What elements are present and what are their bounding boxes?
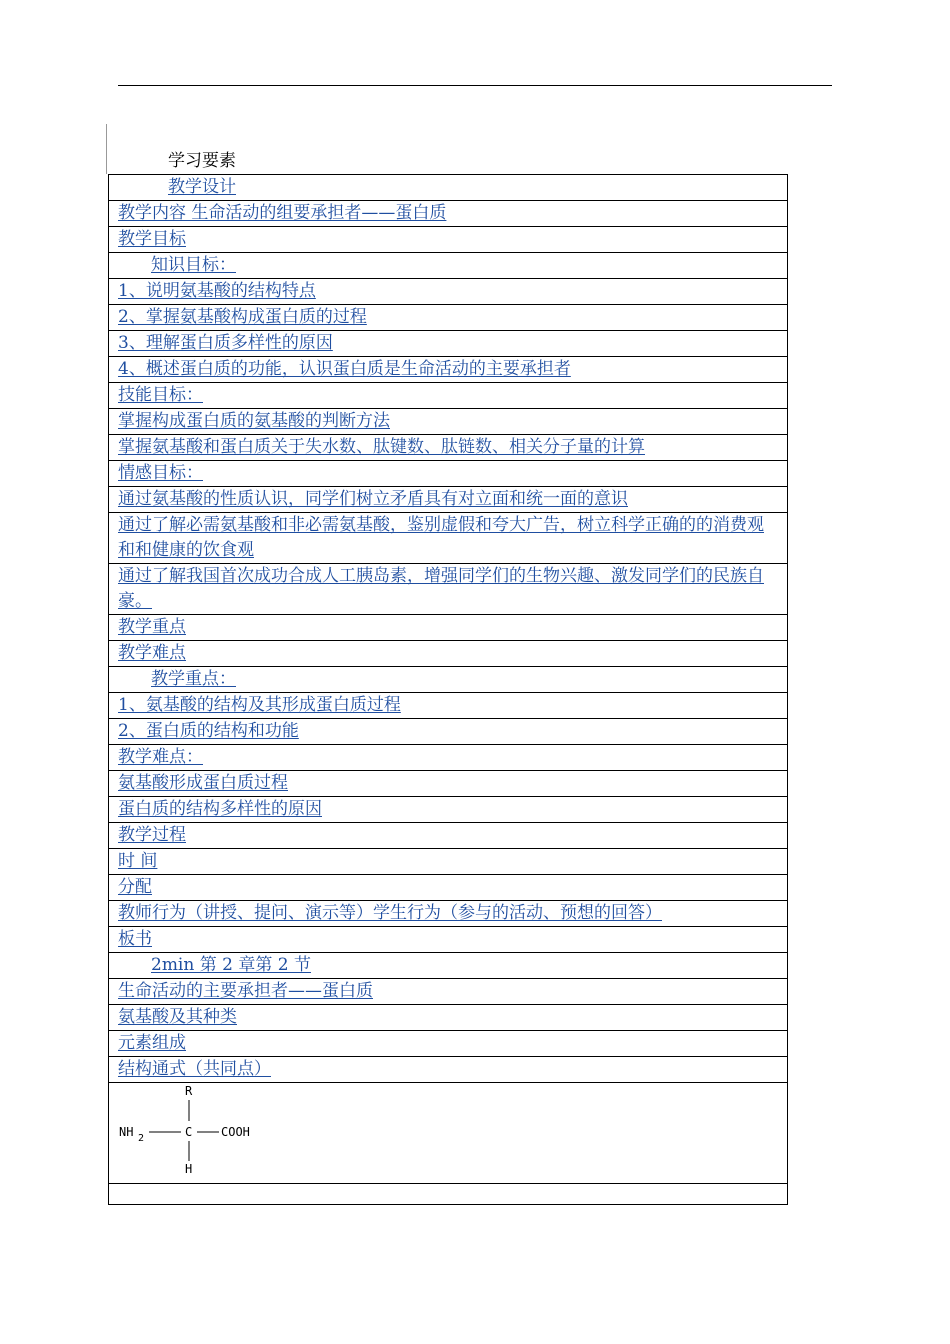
cell-link-text[interactable]: 2、掌握氨基酸构成蛋白质的过程 [118, 307, 367, 327]
table-row [109, 227, 788, 253]
cell-link-text[interactable]: 3、理解蛋白质多样性的原因 [118, 333, 333, 353]
cell-link-text[interactable]: 教学难点： [118, 747, 203, 767]
cell-link-text[interactable]: 元素组成 [118, 1033, 186, 1053]
formula-amino-group: NH [119, 1125, 134, 1139]
table-row [109, 849, 788, 875]
cell-link-text[interactable]: 技能目标： [118, 385, 203, 405]
table-row [109, 1031, 788, 1057]
margin-rule [106, 124, 107, 174]
cell-link-text[interactable]: 氨基酸形成蛋白质过程 [118, 773, 288, 793]
table-cell [109, 201, 788, 227]
table-cell [109, 357, 788, 383]
table-cell [109, 175, 788, 201]
cell-link-text[interactable]: 教学设计 [168, 177, 236, 197]
table-cell [109, 1057, 788, 1083]
formula-hydrogen: H [185, 1162, 193, 1176]
table-cell [109, 641, 788, 667]
table-row [109, 693, 788, 719]
table-row [109, 331, 788, 357]
table-row [109, 409, 788, 435]
cell-link-text[interactable]: 知识目标： [151, 255, 236, 275]
cell-link-text[interactable]: 分配 [118, 877, 152, 897]
table-cell [109, 513, 788, 564]
table-cell [109, 953, 788, 979]
structure-formula-cell [109, 1083, 788, 1184]
cell-link-text[interactable]: 掌握构成蛋白质的氨基酸的判断方法 [118, 411, 390, 431]
table-row [109, 1005, 788, 1031]
table-cell [109, 253, 788, 279]
table-cell [109, 667, 788, 693]
table-cell [109, 875, 788, 901]
empty-cell [109, 1184, 788, 1205]
table-row [109, 279, 788, 305]
table-cell [109, 461, 788, 487]
table-cell [109, 227, 788, 253]
table-cell [109, 331, 788, 357]
table-row [109, 487, 788, 513]
cell-link-text[interactable]: 教学过程 [118, 825, 186, 845]
table-row [109, 461, 788, 487]
cell-link-text[interactable]: 通过了解必需氨基酸和非必需氨基酸，鉴别虚假和夸大广告，树立科学正确的的消费观和和健康的饮食观 [118, 515, 764, 560]
table-row [109, 667, 788, 693]
cell-link-text[interactable]: 1、说明氨基酸的结构特点 [118, 281, 316, 301]
table-row [109, 875, 788, 901]
table-cell [109, 305, 788, 331]
table-row [109, 823, 788, 849]
cell-link-text[interactable]: 情感目标： [118, 463, 203, 483]
table-cell [109, 745, 788, 771]
cell-link-text[interactable]: 2、蛋白质的结构和功能 [118, 721, 299, 741]
table-row [109, 383, 788, 409]
table-cell [109, 383, 788, 409]
table-cell [109, 823, 788, 849]
cell-link-text[interactable]: 教师行为（讲授、提问、演示等）学生行为（参与的活动、预想的回答） [118, 903, 662, 923]
formula-carboxyl-group: COOH [221, 1125, 250, 1139]
table-row [109, 1083, 788, 1184]
table-cell [109, 1031, 788, 1057]
cell-link-text[interactable]: 教学重点： [151, 669, 236, 689]
cell-link-text[interactable]: 教学目标 [118, 229, 186, 249]
table-row [109, 797, 788, 823]
table-row [109, 564, 788, 615]
cell-link-text[interactable]: 4、概述蛋白质的功能，认识蛋白质是生命活动的主要承担者 [118, 359, 571, 379]
table-row [109, 719, 788, 745]
header-rule [118, 85, 832, 86]
formula-r-group: R [185, 1085, 193, 1098]
formula-subscript: 2 [138, 1133, 145, 1144]
table-row [109, 435, 788, 461]
table-row [109, 641, 788, 667]
cell-link-text[interactable]: 生命活动的主要承担者——蛋白质 [118, 981, 373, 1001]
table-cell [109, 927, 788, 953]
lesson-plan-table [108, 174, 788, 1205]
table-cell [109, 487, 788, 513]
cell-link-text[interactable]: 板书 [118, 929, 152, 949]
table-row [109, 513, 788, 564]
formula-central-carbon: C [185, 1125, 193, 1139]
cell-link-text[interactable]: 教学重点 [118, 617, 186, 637]
table-row [109, 953, 788, 979]
cell-link-text[interactable]: 结构通式（共同点） [118, 1059, 271, 1079]
table-row [109, 979, 788, 1005]
table-cell [109, 901, 788, 927]
cell-link-text[interactable]: 通过了解我国首次成功合成人工胰岛素，增强同学们的生物兴趣、激发同学们的民族自豪。 [118, 566, 764, 611]
table-cell [109, 1005, 788, 1031]
table-cell [109, 435, 788, 461]
table-row [109, 771, 788, 797]
table-row [109, 175, 788, 201]
table-cell [109, 979, 788, 1005]
table-row [109, 305, 788, 331]
table-row [109, 901, 788, 927]
table-cell [109, 564, 788, 615]
table-cell [109, 409, 788, 435]
table-cell [109, 693, 788, 719]
table-row [109, 615, 788, 641]
cell-link-text[interactable]: 时 间 [118, 851, 158, 871]
table-row [109, 745, 788, 771]
table-cell [109, 849, 788, 875]
cell-link-text[interactable]: 蛋白质的结构多样性的原因 [118, 799, 322, 819]
section-heading: 学习要素 [168, 151, 236, 171]
amino-acid-structure [115, 1085, 275, 1181]
table-row [109, 253, 788, 279]
table-row [109, 1057, 788, 1083]
cell-link-text[interactable]: 通过氨基酸的性质认识，同学们树立矛盾具有对立面和统一面的意识 [118, 489, 628, 509]
table-cell [109, 719, 788, 745]
table-cell [109, 797, 788, 823]
table-row [109, 927, 788, 953]
table-row [109, 1184, 788, 1205]
cell-link-text[interactable]: 教学难点 [118, 643, 186, 663]
cell-link-text[interactable]: 2min 第 2 章第 2 节 [151, 955, 311, 975]
table-row [109, 357, 788, 383]
cell-link-text[interactable]: 教学内容 生命活动的组要承担者——蛋白质 [118, 203, 447, 223]
table-row [109, 201, 788, 227]
cell-link-text[interactable]: 氨基酸及其种类 [118, 1007, 237, 1027]
table-cell [109, 279, 788, 305]
cell-link-text[interactable]: 1、氨基酸的结构及其形成蛋白质过程 [118, 695, 401, 715]
cell-link-text[interactable]: 掌握氨基酸和蛋白质关于失水数、肽键数、肽链数、相关分子量的计算 [118, 437, 645, 457]
table-cell [109, 771, 788, 797]
table-cell [109, 615, 788, 641]
